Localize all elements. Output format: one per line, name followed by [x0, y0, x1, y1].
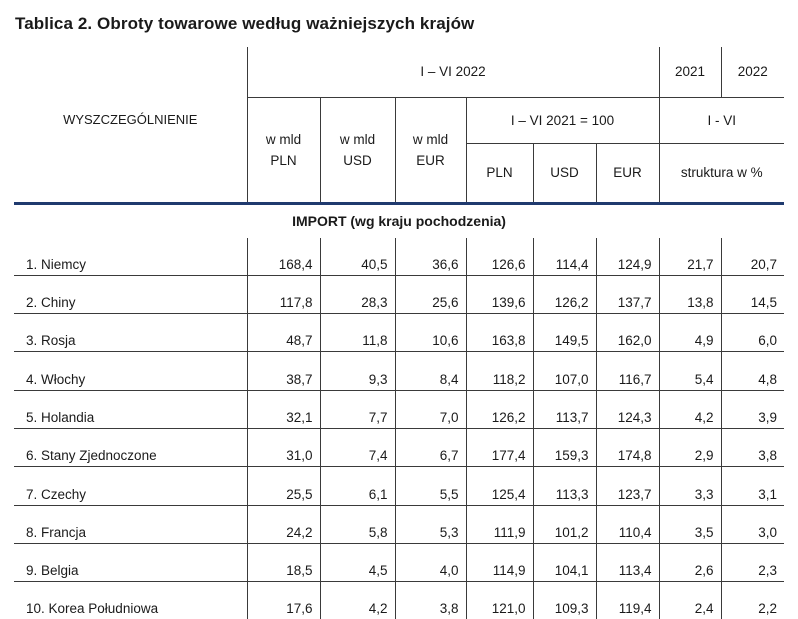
- value-cell: 162,0: [596, 314, 659, 352]
- value-cell: 3,3: [659, 467, 721, 505]
- value-cell: 149,5: [533, 314, 596, 352]
- country-name: 4. Włochy: [14, 352, 247, 390]
- value-cell: 38,7: [247, 352, 320, 390]
- header-col-pln: [247, 97, 320, 203]
- value-cell: 4,2: [659, 390, 721, 428]
- table-title: Tablica 2. Obroty towarowe według ważniejszych krajów: [15, 14, 475, 33]
- value-cell: 36,6: [395, 238, 466, 276]
- value-cell: 3,5: [659, 505, 721, 543]
- table-row: [14, 543, 784, 581]
- table-row: [14, 352, 784, 390]
- header-index: I – VI 2021 = 100: [466, 97, 659, 143]
- value-cell: 137,7: [596, 275, 659, 313]
- value-cell: 7,0: [395, 390, 466, 428]
- value-cell: 21,7: [659, 238, 721, 276]
- value-cell: 4,9: [659, 314, 721, 352]
- value-cell: 121,0: [466, 582, 533, 619]
- country-name: 9. Belgia: [14, 543, 247, 581]
- value-cell: 163,8: [466, 314, 533, 352]
- value-cell: 3,9: [721, 390, 784, 428]
- value-cell: 117,8: [247, 275, 320, 313]
- value-cell: 48,7: [247, 314, 320, 352]
- value-cell: 119,4: [596, 582, 659, 619]
- header-year-2021: 2021: [659, 47, 721, 97]
- value-cell: 9,3: [320, 352, 395, 390]
- header-col-eur: [395, 97, 466, 203]
- value-cell: 14,5: [721, 275, 784, 313]
- value-cell: 8,4: [395, 352, 466, 390]
- value-cell: 25,6: [395, 275, 466, 313]
- value-cell: 11,8: [320, 314, 395, 352]
- header-sub-eur: EUR: [596, 143, 659, 203]
- value-cell: 113,7: [533, 390, 596, 428]
- value-cell: 124,9: [596, 238, 659, 276]
- table-row: [14, 314, 784, 352]
- value-cell: 2,4: [659, 582, 721, 619]
- value-cell: 10,6: [395, 314, 466, 352]
- value-cell: 18,5: [247, 543, 320, 581]
- value-cell: 114,4: [533, 238, 596, 276]
- header-wyszczegolnienie: [14, 47, 247, 203]
- value-cell: 2,3: [721, 543, 784, 581]
- value-cell: 31,0: [247, 428, 320, 466]
- value-cell: 32,1: [247, 390, 320, 428]
- value-cell: 126,6: [466, 238, 533, 276]
- header-period-short: I - VI: [659, 97, 784, 143]
- value-cell: 20,7: [721, 238, 784, 276]
- value-cell: 3,8: [721, 428, 784, 466]
- section-import: IMPORT (wg kraju pochodzenia): [292, 213, 506, 229]
- value-cell: 177,4: [466, 428, 533, 466]
- value-cell: 2,2: [721, 582, 784, 619]
- country-name: 8. Francja: [14, 505, 247, 543]
- value-cell: 113,3: [533, 467, 596, 505]
- country-name: 10. Korea Południowa: [26, 601, 159, 617]
- country-name: 5. Holandia: [14, 390, 247, 428]
- value-cell: 110,4: [596, 505, 659, 543]
- header-year-2022: 2022: [721, 47, 784, 97]
- value-cell: 123,7: [596, 467, 659, 505]
- value-cell: 4,5: [320, 543, 395, 581]
- value-cell: 5,8: [320, 505, 395, 543]
- table-row: [14, 390, 784, 428]
- value-cell: 28,3: [320, 275, 395, 313]
- table-row: [14, 467, 784, 505]
- value-cell: 13,8: [659, 275, 721, 313]
- value-cell: 7,7: [320, 390, 395, 428]
- header-sub-usd: USD: [533, 143, 596, 203]
- value-cell: 118,2: [466, 352, 533, 390]
- value-cell: 4,2: [320, 582, 395, 619]
- table-row: [14, 582, 784, 619]
- value-cell: 24,2: [247, 505, 320, 543]
- value-cell: 7,4: [320, 428, 395, 466]
- value-cell: 174,8: [596, 428, 659, 466]
- value-cell: 3,8: [395, 582, 466, 619]
- value-cell: 168,4: [247, 238, 320, 276]
- table-row: [14, 428, 784, 466]
- value-cell: 125,4: [466, 467, 533, 505]
- value-cell: 6,1: [320, 467, 395, 505]
- header-period-main: I – VI 2022: [247, 47, 659, 97]
- table-row: [14, 275, 784, 313]
- header-structure: struktura w %: [659, 143, 784, 203]
- country-name: 1. Niemcy: [14, 238, 247, 276]
- value-cell: 116,7: [596, 352, 659, 390]
- table-row: [14, 505, 784, 543]
- value-cell: 25,5: [247, 467, 320, 505]
- value-cell: 159,3: [533, 428, 596, 466]
- header-col-pln-l2: PLN: [270, 152, 297, 168]
- header-col-eur-l1: w mld: [412, 131, 449, 147]
- value-cell: 3,0: [721, 505, 784, 543]
- value-cell: 111,9: [466, 505, 533, 543]
- value-cell: 124,3: [596, 390, 659, 428]
- header-label: WYSZCZEGÓLNIENIE: [63, 111, 198, 127]
- header-col-eur-l2: EUR: [416, 152, 445, 168]
- value-cell: 4,0: [395, 543, 466, 581]
- value-cell: 107,0: [533, 352, 596, 390]
- value-cell: 4,8: [721, 352, 784, 390]
- value-cell: 5,5: [395, 467, 466, 505]
- value-cell: 40,5: [320, 238, 395, 276]
- value-cell: 17,6: [247, 582, 320, 619]
- value-cell: 5,4: [659, 352, 721, 390]
- header-sub-pln: PLN: [466, 143, 533, 203]
- value-cell: 104,1: [533, 543, 596, 581]
- value-cell: 113,4: [596, 543, 659, 581]
- value-cell: 101,2: [533, 505, 596, 543]
- value-cell: 2,9: [659, 428, 721, 466]
- value-cell: 6,0: [721, 314, 784, 352]
- value-cell: 126,2: [466, 390, 533, 428]
- value-cell: 126,2: [533, 275, 596, 313]
- country-name: 3. Rosja: [14, 314, 247, 352]
- header-col-usd-l2: USD: [343, 152, 372, 168]
- value-cell: 109,3: [533, 582, 596, 619]
- header-col-usd: [320, 97, 395, 203]
- country-name: 2. Chiny: [14, 275, 247, 313]
- header-col-pln-l1: w mld: [265, 131, 302, 147]
- value-cell: 2,6: [659, 543, 721, 581]
- trade-table: [14, 47, 784, 619]
- header-col-usd-l1: w mld: [339, 131, 376, 147]
- table-row: [14, 238, 784, 276]
- value-cell: 114,9: [466, 543, 533, 581]
- country-name: 7. Czechy: [14, 467, 247, 505]
- value-cell: 5,3: [395, 505, 466, 543]
- value-cell: 139,6: [466, 275, 533, 313]
- value-cell: 3,1: [721, 467, 784, 505]
- country-name: 6. Stany Zjednoczone: [14, 428, 247, 466]
- value-cell: 6,7: [395, 428, 466, 466]
